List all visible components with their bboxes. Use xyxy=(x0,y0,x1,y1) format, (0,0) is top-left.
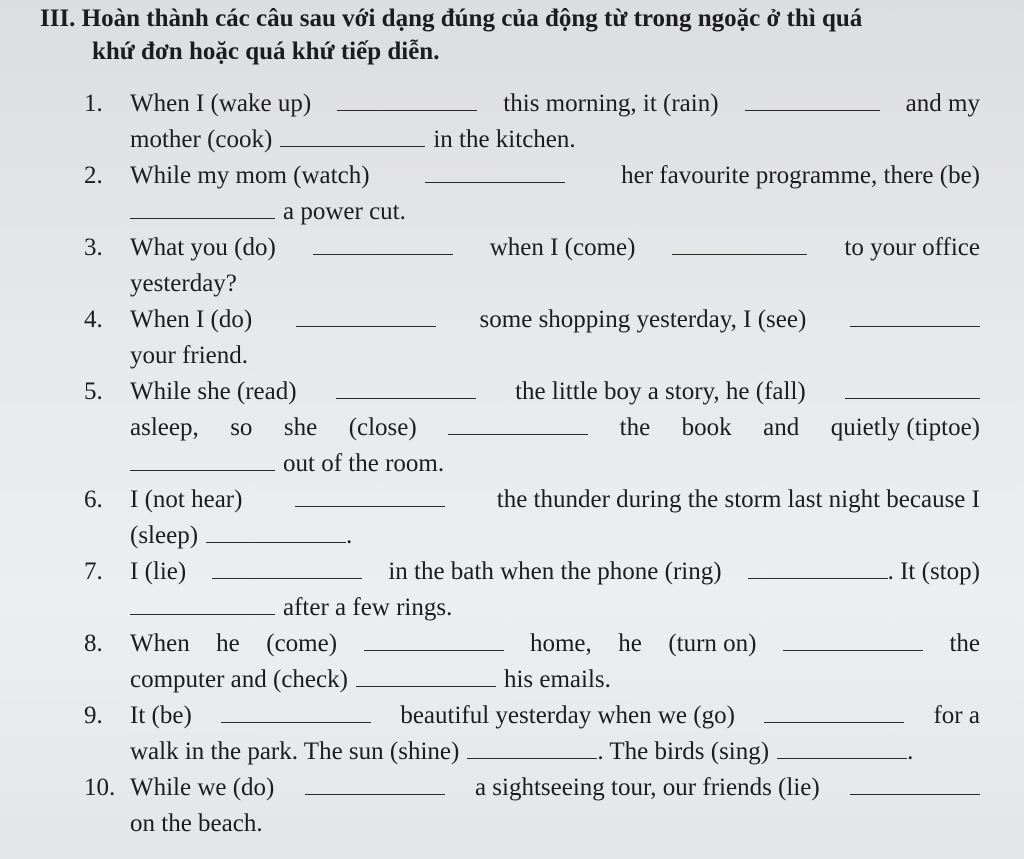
answer-blank[interactable] xyxy=(356,685,496,687)
item-text: the xyxy=(949,630,980,657)
answer-blank[interactable] xyxy=(206,541,346,543)
item-text: book xyxy=(681,414,732,441)
exercise-item-7 xyxy=(84,554,980,626)
answer-blank[interactable] xyxy=(130,613,275,615)
item-number: 9. xyxy=(84,702,103,729)
item-text: his emails. xyxy=(503,666,611,693)
item-text: the xyxy=(619,414,651,441)
exercise-item-2 xyxy=(84,158,980,230)
answer-blank[interactable] xyxy=(783,649,923,651)
answer-blank[interactable] xyxy=(845,397,980,399)
exercise-item-5 xyxy=(84,374,980,482)
item-text: It (be) xyxy=(130,702,192,729)
exercise-item-9 xyxy=(84,698,980,770)
item-number: 8. xyxy=(84,630,103,657)
item-text: I (not hear) xyxy=(130,486,243,513)
item-text: . xyxy=(907,738,914,765)
item-text: some shopping yesterday, I (see) xyxy=(479,306,807,333)
item-text: your friend. xyxy=(130,342,249,369)
item-text: What you (do) xyxy=(130,234,276,261)
answer-blank[interactable] xyxy=(364,649,504,651)
item-text: When I (do) xyxy=(130,306,253,333)
item-text: While my mom (watch) xyxy=(130,162,370,189)
answer-blank[interactable] xyxy=(745,109,880,111)
answer-blank[interactable] xyxy=(672,253,807,255)
item-text: on the beach. xyxy=(130,810,263,837)
item-text: and my xyxy=(905,90,980,117)
item-number: 3. xyxy=(84,234,103,261)
item-text: walk in the park. The sun (shine) xyxy=(130,738,460,765)
answer-blank[interactable] xyxy=(130,217,275,219)
item-text: computer and (check) xyxy=(130,666,348,693)
heading-line-2: khứ đơn hoặc quá khứ tiếp diễn. xyxy=(92,38,440,65)
answer-blank[interactable] xyxy=(748,577,888,579)
item-text: the little boy a story, he (fall) xyxy=(515,378,806,405)
answer-blank[interactable] xyxy=(850,793,980,795)
item-text: . The birds (sing) xyxy=(597,738,770,765)
answer-blank[interactable] xyxy=(305,793,445,795)
item-text: this morning, it (rain) xyxy=(503,90,719,117)
item-text: a power cut. xyxy=(283,198,406,225)
answer-blank[interactable] xyxy=(467,757,597,759)
answer-blank[interactable] xyxy=(212,577,362,579)
answer-blank[interactable] xyxy=(777,757,907,759)
item-text: beautiful yesterday when we (go) xyxy=(400,702,735,729)
exercise-item-3 xyxy=(84,230,980,302)
item-number: 7. xyxy=(84,558,103,585)
item-number: 1. xyxy=(84,90,103,117)
item-text: (turn on) xyxy=(668,630,757,657)
item-text: he xyxy=(618,630,642,657)
item-text: to your office xyxy=(844,234,980,261)
item-text: in the bath when the phone (ring) xyxy=(388,558,722,585)
item-text: after a few rings. xyxy=(283,594,453,621)
item-number: 4. xyxy=(84,306,103,333)
item-number: 2. xyxy=(84,162,103,189)
answer-blank[interactable] xyxy=(221,721,371,723)
answer-blank[interactable] xyxy=(280,145,425,147)
item-text: (close) xyxy=(348,414,417,441)
item-text: quietly (tiptoe) xyxy=(830,414,980,441)
item-text: the thunder during the storm last night because I xyxy=(496,486,980,513)
item-text: (come) xyxy=(266,630,338,657)
item-number: 5. xyxy=(84,378,103,405)
item-text: and xyxy=(763,414,800,441)
item-text: in the kitchen. xyxy=(433,126,576,153)
item-text: When xyxy=(130,630,190,657)
item-text: her favourite programme, there (be) xyxy=(621,162,980,189)
item-text: home, xyxy=(529,630,592,657)
item-text: yesterday? xyxy=(130,270,237,297)
item-text: she xyxy=(283,414,318,441)
answer-blank[interactable] xyxy=(448,433,588,435)
answer-blank[interactable] xyxy=(130,469,275,471)
item-text: mother (cook) xyxy=(130,126,273,153)
exercise-item-1 xyxy=(84,86,980,158)
item-text: out of the room. xyxy=(283,450,445,477)
item-text: While she (read) xyxy=(130,378,297,405)
item-text: so xyxy=(230,414,253,441)
answer-blank[interactable] xyxy=(850,325,980,327)
exercise-heading xyxy=(40,2,990,68)
item-text: a sightseeing tour, our friends (lie) xyxy=(474,774,820,801)
item-text: . xyxy=(346,522,353,549)
item-text: he xyxy=(216,630,240,657)
item-text: asleep, xyxy=(130,414,199,441)
answer-blank[interactable] xyxy=(295,505,445,507)
exercise-list xyxy=(84,86,980,842)
exercise-item-8 xyxy=(84,626,980,698)
heading-line-1: III. Hoàn thành các câu sau với dạng đúng của động từ trong ngoặc ở thì quá xyxy=(40,5,863,32)
answer-blank[interactable] xyxy=(337,109,477,111)
exercise-item-10 xyxy=(84,770,980,842)
item-text: when I (come) xyxy=(489,234,636,261)
exercise-item-4 xyxy=(84,302,980,374)
exercise-item-6 xyxy=(84,482,980,554)
item-text: When I (wake up) xyxy=(130,90,312,117)
answer-blank[interactable] xyxy=(313,253,453,255)
item-number: 10. xyxy=(84,774,116,801)
answer-blank[interactable] xyxy=(425,181,565,183)
answer-blank[interactable] xyxy=(336,397,476,399)
answer-blank[interactable] xyxy=(764,721,904,723)
answer-blank[interactable] xyxy=(296,325,436,327)
item-text: I (lie) xyxy=(130,558,187,585)
item-number: 6. xyxy=(84,486,103,513)
item-text: While we (do) xyxy=(130,774,275,801)
item-text: . It (stop) xyxy=(887,558,980,585)
item-text: (sleep) xyxy=(130,522,199,549)
item-text: for a xyxy=(933,702,980,729)
